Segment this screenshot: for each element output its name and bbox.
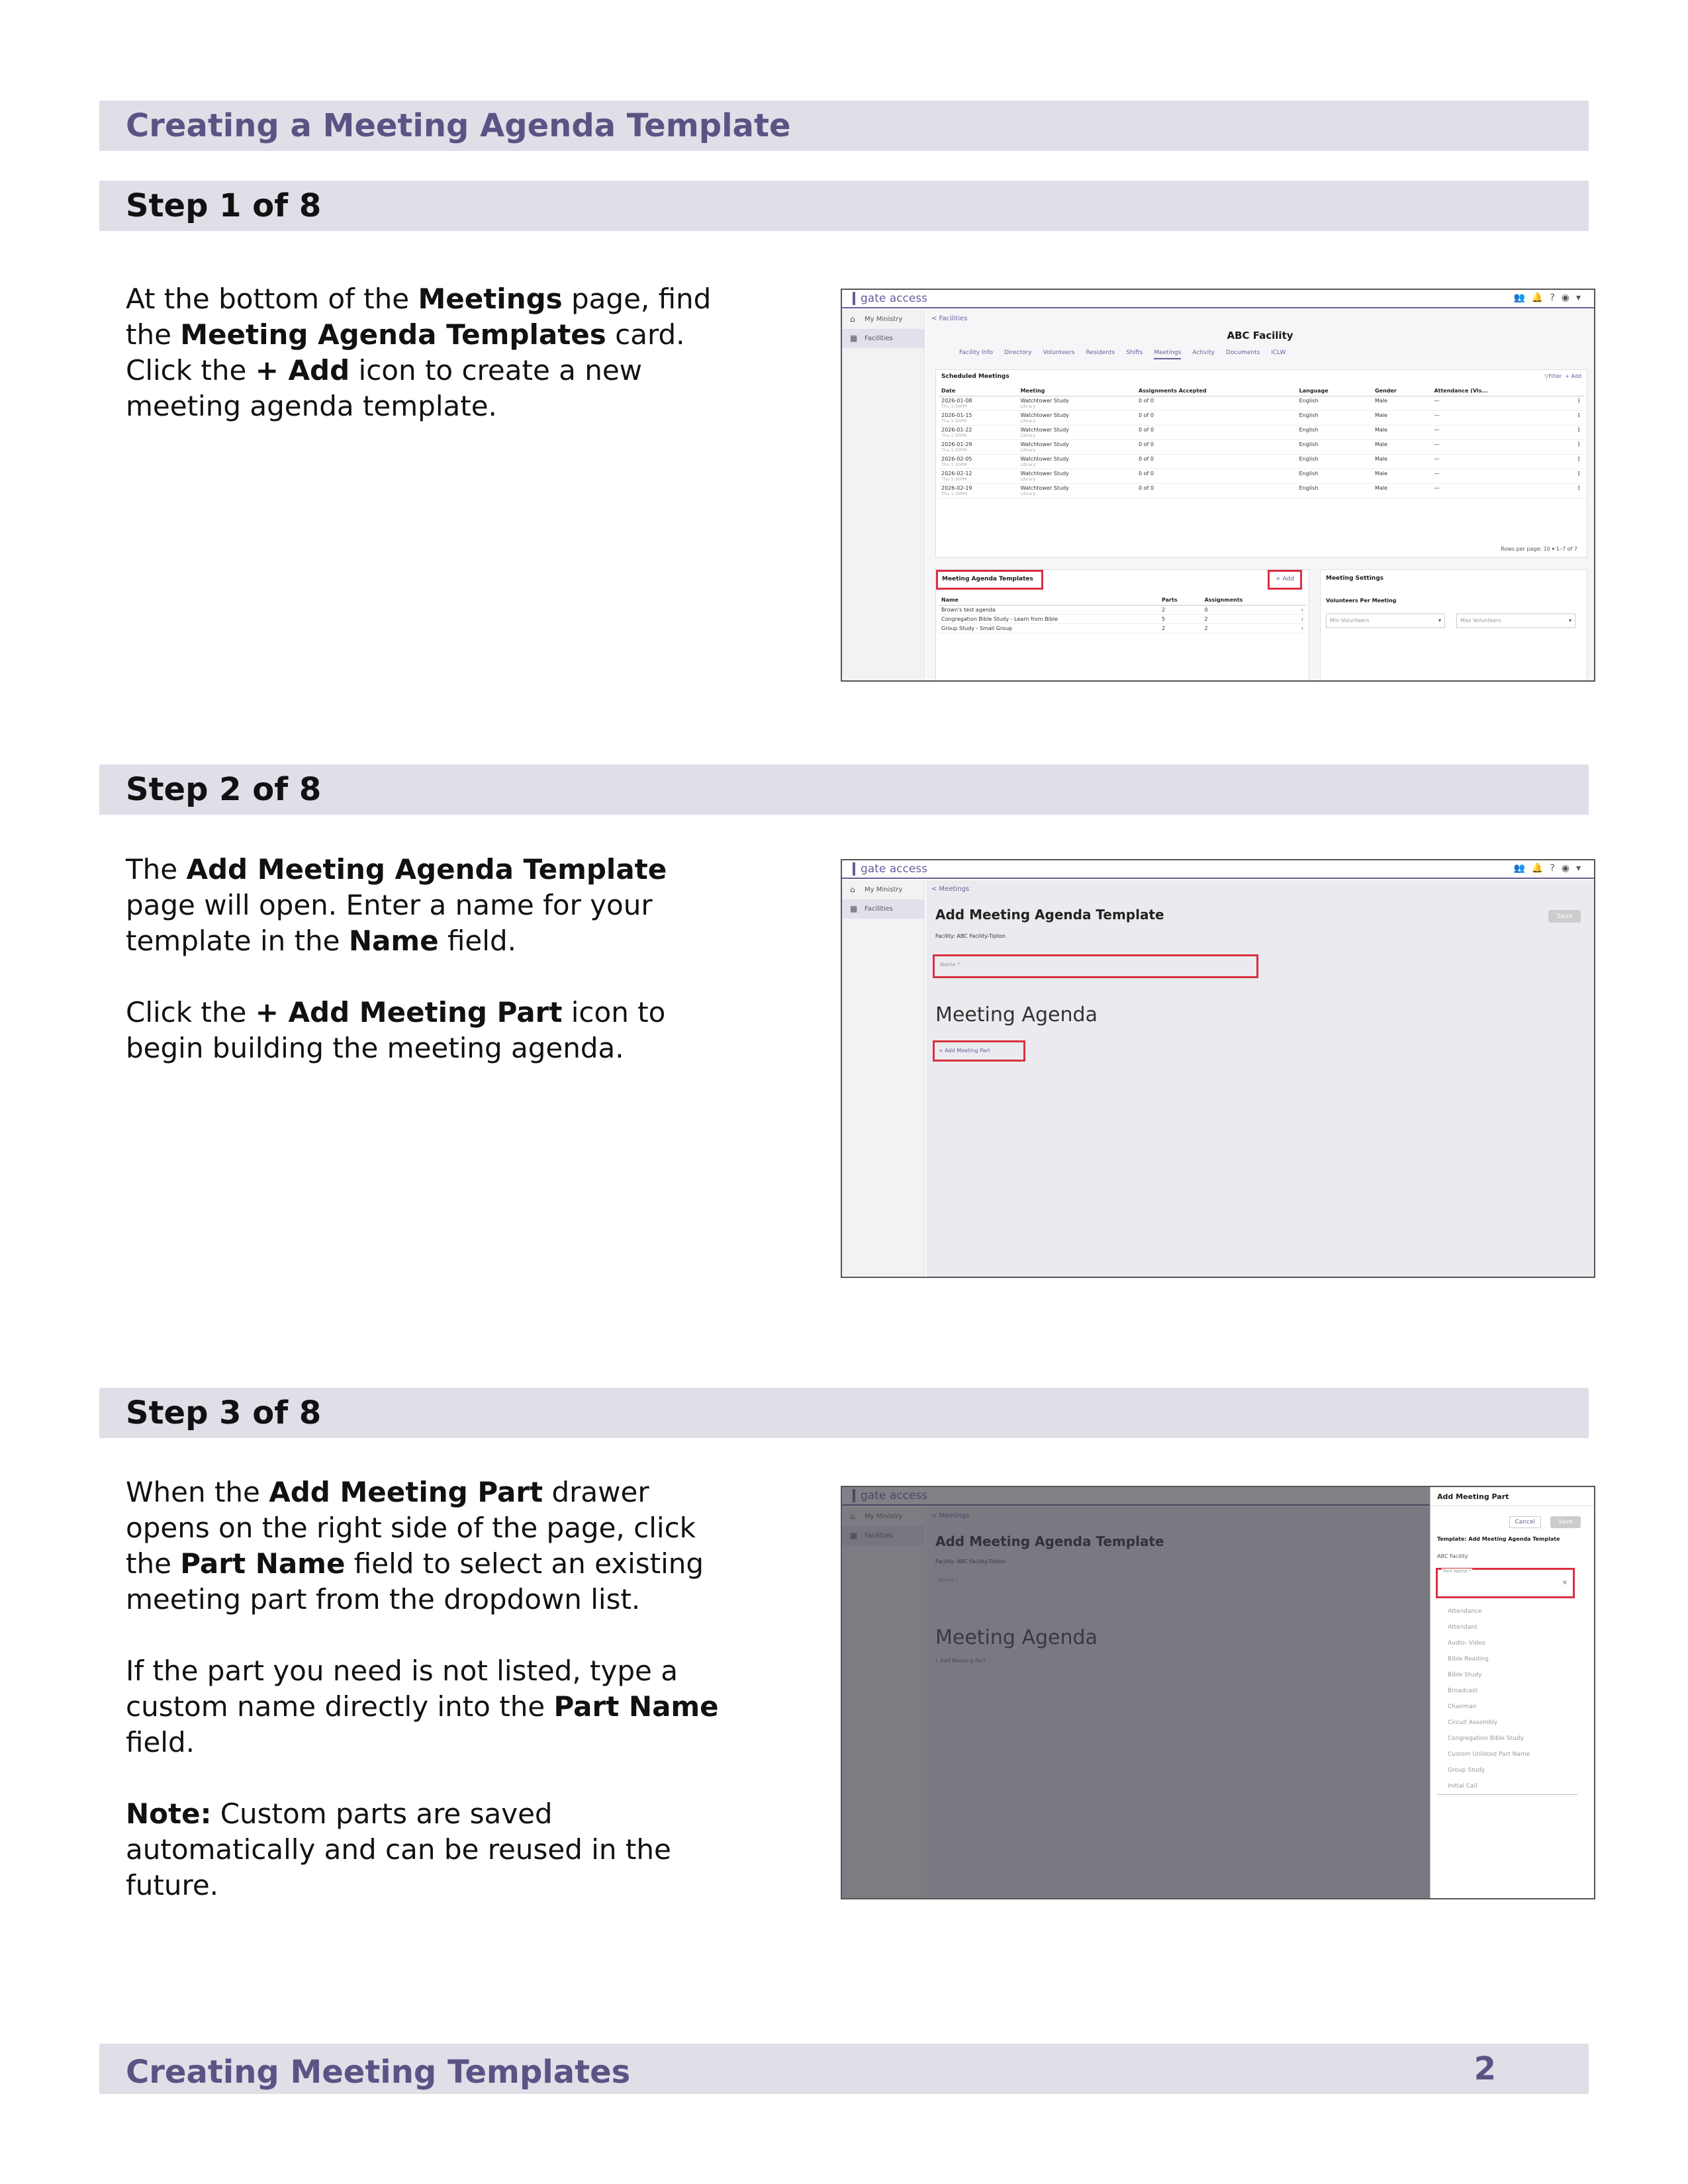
tab-activity[interactable]: Activity (1192, 349, 1215, 356)
step-2-text (126, 852, 722, 1066)
facility-title: ABC Facility (1227, 330, 1293, 341)
tab-documents[interactable]: Documents (1226, 349, 1260, 356)
app-sidebar (842, 310, 925, 680)
step-1-band (99, 181, 1589, 231)
building-icon: ▦ (850, 904, 858, 913)
drawer-save-button[interactable]: Save (1550, 1516, 1581, 1528)
more-icon: ⋮ (1561, 484, 1584, 498)
dropdown-option[interactable]: Group Study (1448, 1767, 1485, 1774)
column-attendance: Attendance (Vis... (1431, 386, 1560, 396)
scheduled-meetings-card (935, 369, 1587, 558)
filter-button[interactable]: Filter (1548, 373, 1562, 379)
tab-facility-info[interactable]: Facility Info (959, 349, 994, 356)
table-row[interactable]: 2026-01-22 Thu 1:30PM Watchtower Study Library 0 of 0 English Male — ⋮ (939, 426, 1584, 440)
help-icon[interactable]: ? (1550, 293, 1562, 303)
more-icon: ⋮ (1561, 426, 1584, 440)
modal-overlay[interactable] (842, 1487, 1430, 1898)
scheduled-actions (1544, 373, 1581, 379)
home-icon: ⌂ (850, 314, 855, 324)
table-row[interactable]: 2026-02-05 Thu 1:30PM Watchtower Study Library 0 of 0 English Male — ⋮ (939, 455, 1584, 469)
meeting-agenda-templates-card (935, 569, 1309, 682)
dropdown-option[interactable]: Chairman (1448, 1704, 1477, 1710)
scheduled-rows (939, 396, 1584, 498)
app-sidebar (842, 880, 925, 1277)
scheduled-meetings-title: Scheduled Meetings (941, 373, 1009, 380)
meeting-agenda-heading: Meeting Agenda (935, 1003, 1098, 1026)
column-meeting: Meeting (1018, 386, 1136, 396)
add-meeting-part-drawer (1430, 1487, 1594, 1898)
table-row[interactable]: 2026-01-15 Thu 1:30PM Watchtower Study Library 0 of 0 English Male — ⋮ (939, 411, 1584, 426)
table-row[interactable]: Group Study - Small Group 2 2 › (939, 624, 1306, 633)
tab-meetings[interactable]: Meetings (1154, 349, 1181, 359)
more-icon: ⋮ (1561, 396, 1584, 411)
step-2-band (99, 764, 1589, 815)
breadcrumb[interactable]: < Meetings (931, 886, 970, 893)
step-1-text (126, 281, 722, 424)
part-name-label: Part Name * (1443, 1569, 1472, 1574)
tab-shifts[interactable]: Shifts (1126, 349, 1143, 356)
sidebar-item-facilities[interactable]: ▦ Facilities (842, 899, 924, 919)
bell-icon[interactable]: 🔔 (1531, 863, 1550, 874)
sidebar-item-facilities[interactable]: ▦ Facilities (842, 329, 924, 348)
step-3-band (99, 1388, 1589, 1438)
dropdown-option[interactable]: Bible Study (1448, 1672, 1482, 1678)
table-row[interactable]: 2026-01-08 Thu 1:30PM Watchtower Study Library 0 of 0 English Male — ⋮ (939, 396, 1584, 411)
column-assignments: Assignments (1201, 595, 1291, 606)
save-button[interactable]: Save (1548, 910, 1581, 923)
building-icon: ▦ (850, 334, 858, 343)
column-language: Language (1297, 386, 1372, 396)
table-pager[interactable]: Rows per page: 10 ▾ 1–7 of 7 (1501, 546, 1577, 552)
add-template-button[interactable]: + Add (1268, 570, 1302, 590)
table-row[interactable]: 2026-02-19 Thu 1:30PM Watchtower Study Library 0 of 0 English Male — ⋮ (939, 484, 1584, 498)
topbar-icons (1513, 293, 1587, 303)
step-paragraph: Click the + Add Meeting Part icon to begin building the meeting agenda. (126, 996, 666, 1064)
meeting-agenda-templates-title: Meeting Agenda Templates (936, 570, 1043, 590)
dropdown-option[interactable]: Custom Unlisted Part Name (1448, 1751, 1530, 1758)
scheduled-table (939, 386, 1584, 498)
filter-icon[interactable]: ▽ (1544, 373, 1549, 379)
add-meeting-part-button[interactable]: + Add Meeting Part (933, 1040, 1025, 1062)
step-3-screenshot (841, 1486, 1595, 1899)
sidebar-item-my-ministry[interactable]: ⌂ My Ministry (850, 885, 903, 894)
add-meeting-button[interactable]: + Add (1565, 373, 1581, 379)
chevron-down-icon: ▾ (1568, 617, 1571, 623)
dropdown-option[interactable]: Broadcast (1448, 1688, 1478, 1694)
account-icon[interactable]: ◉▾ (1561, 293, 1587, 303)
tab-iclw[interactable]: ICLW (1271, 349, 1286, 356)
column-date[interactable]: Date (939, 386, 1018, 396)
page-number: 2 (1474, 2050, 1496, 2087)
column-parts: Parts (1159, 595, 1201, 606)
max-volunteers-select[interactable]: Max Volunteers ▾ (1456, 614, 1575, 628)
footer-band (99, 2044, 1589, 2094)
app-content (926, 880, 1594, 1277)
account-icon[interactable]: ◉▾ (1561, 863, 1587, 874)
table-row[interactable]: Brown's test agenda 2 0 › (939, 606, 1306, 615)
bell-icon[interactable]: 🔔 (1531, 293, 1550, 303)
tab-directory[interactable]: Directory (1004, 349, 1032, 356)
dropdown-option[interactable]: Bible Reading (1448, 1656, 1489, 1662)
app-logo: gate access (853, 292, 927, 305)
drawer-template-label: Template: Add Meeting Agenda Template (1437, 1536, 1560, 1542)
meeting-settings-card (1320, 569, 1587, 682)
help-icon[interactable]: ? (1550, 863, 1562, 874)
chevron-right-icon: › (1291, 624, 1306, 633)
app-topbar (842, 290, 1594, 308)
more-icon: ⋮ (1561, 455, 1584, 469)
name-field[interactable]: Name * (933, 954, 1258, 978)
step-3-title: Step 3 of 8 (126, 1394, 322, 1432)
min-volunteers-select[interactable]: Min Volunteers ▾ (1326, 614, 1445, 628)
column-assignments: Assignments Accepted (1136, 386, 1296, 396)
step-paragraph: The Add Meeting Agenda Template page will open. Enter a name for your template in the Name field. (126, 853, 667, 957)
app-topbar (842, 860, 1594, 879)
home-icon: ⌂ (850, 885, 855, 894)
step-3-text (126, 1475, 722, 1903)
app-content (926, 310, 1594, 680)
table-header (939, 386, 1584, 396)
meeting-settings-title: Meeting Settings (1326, 575, 1384, 582)
add-template-heading: Add Meeting Agenda Template (935, 907, 1164, 923)
table-row[interactable]: 2026-02-12 Thu 1:30PM Watchtower Study Library 0 of 0 English Male — ⋮ (939, 469, 1584, 484)
footer-title: Creating Meeting Templates (126, 2054, 631, 2091)
volunteers-per-meeting-label: Volunteers Per Meeting (1326, 598, 1397, 604)
table-header (939, 595, 1306, 606)
step-paragraph: If the part you need is not listed, type a custom name directly into the Part Name field. (126, 1655, 719, 1758)
step-2-screenshot (841, 859, 1595, 1278)
dropdown-option[interactable]: Attendant (1448, 1624, 1477, 1631)
dropdown-option[interactable]: Attendance (1448, 1608, 1482, 1615)
table-row[interactable]: Congregation Bible Study - Learn from Bible 5 2 › (939, 615, 1306, 624)
dropdown-options (1437, 1604, 1577, 1794)
sidebar-item-my-ministry[interactable]: ⌂ My Ministry (850, 314, 903, 324)
drawer-title: Add Meeting Part (1437, 1492, 1509, 1501)
more-icon: ⋮ (1561, 440, 1584, 455)
step-1-title: Step 1 of 8 (126, 187, 322, 224)
more-icon: ⋮ (1561, 411, 1584, 426)
step-paragraph: At the bottom of the Meetings page, find the Meeting Agenda Templates card. Click the + Add icon to create a new meeting agenda template. (126, 283, 712, 422)
chevron-down-icon: ▾ (1438, 617, 1441, 623)
users-icon[interactable]: 👥 (1513, 293, 1532, 303)
topbar-icons (1513, 863, 1587, 874)
chevron-right-icon: › (1291, 606, 1306, 615)
more-icon: ⋮ (1561, 469, 1584, 484)
cancel-button[interactable]: Cancel (1509, 1516, 1542, 1528)
step-2-title: Step 2 of 8 (126, 771, 322, 808)
column-gender: Gender (1372, 386, 1432, 396)
clear-icon[interactable]: × (1562, 1579, 1568, 1586)
templates-table (939, 595, 1306, 633)
dropdown-option[interactable]: Audio- Video (1448, 1640, 1486, 1647)
title-band (99, 101, 1589, 151)
drawer-facility-label: ABC Facility (1437, 1553, 1468, 1559)
part-name-dropdown (1437, 1604, 1577, 1795)
chevron-right-icon: › (1291, 615, 1306, 624)
breadcrumb[interactable]: < Facilities (931, 315, 968, 322)
dropdown-option[interactable]: Congregation Bible Study (1448, 1735, 1524, 1742)
step-paragraph: Note: Custom parts are saved automatically and can be reused in the future. (126, 1797, 671, 1901)
step-1-screenshot (841, 289, 1595, 682)
facility-label: Facility: ABC Facility-Tipton (935, 933, 1006, 939)
page-title: Creating a Meeting Agenda Template (126, 107, 791, 144)
tab-residents[interactable]: Residents (1086, 349, 1115, 356)
step-paragraph: When the Add Meeting Part drawer opens on the right side of the page, click the Part Name field to select an existing meeting part from the dropdown list. (126, 1476, 704, 1615)
template-rows (939, 606, 1306, 633)
app-logo: gate access (853, 862, 927, 876)
table-row[interactable]: 2026-01-29 Thu 1:30PM Watchtower Study Library 0 of 0 English Male — ⋮ (939, 440, 1584, 455)
dropdown-option[interactable]: Initial Call (1448, 1783, 1477, 1790)
column-name[interactable]: Name (939, 595, 1159, 606)
part-name-field[interactable] (1436, 1568, 1575, 1598)
users-icon[interactable]: 👥 (1513, 863, 1532, 874)
tab-volunteers[interactable]: Volunteers (1043, 349, 1075, 356)
dropdown-option[interactable]: Circuit Assembly (1448, 1719, 1498, 1726)
facility-tabs (959, 349, 1297, 356)
